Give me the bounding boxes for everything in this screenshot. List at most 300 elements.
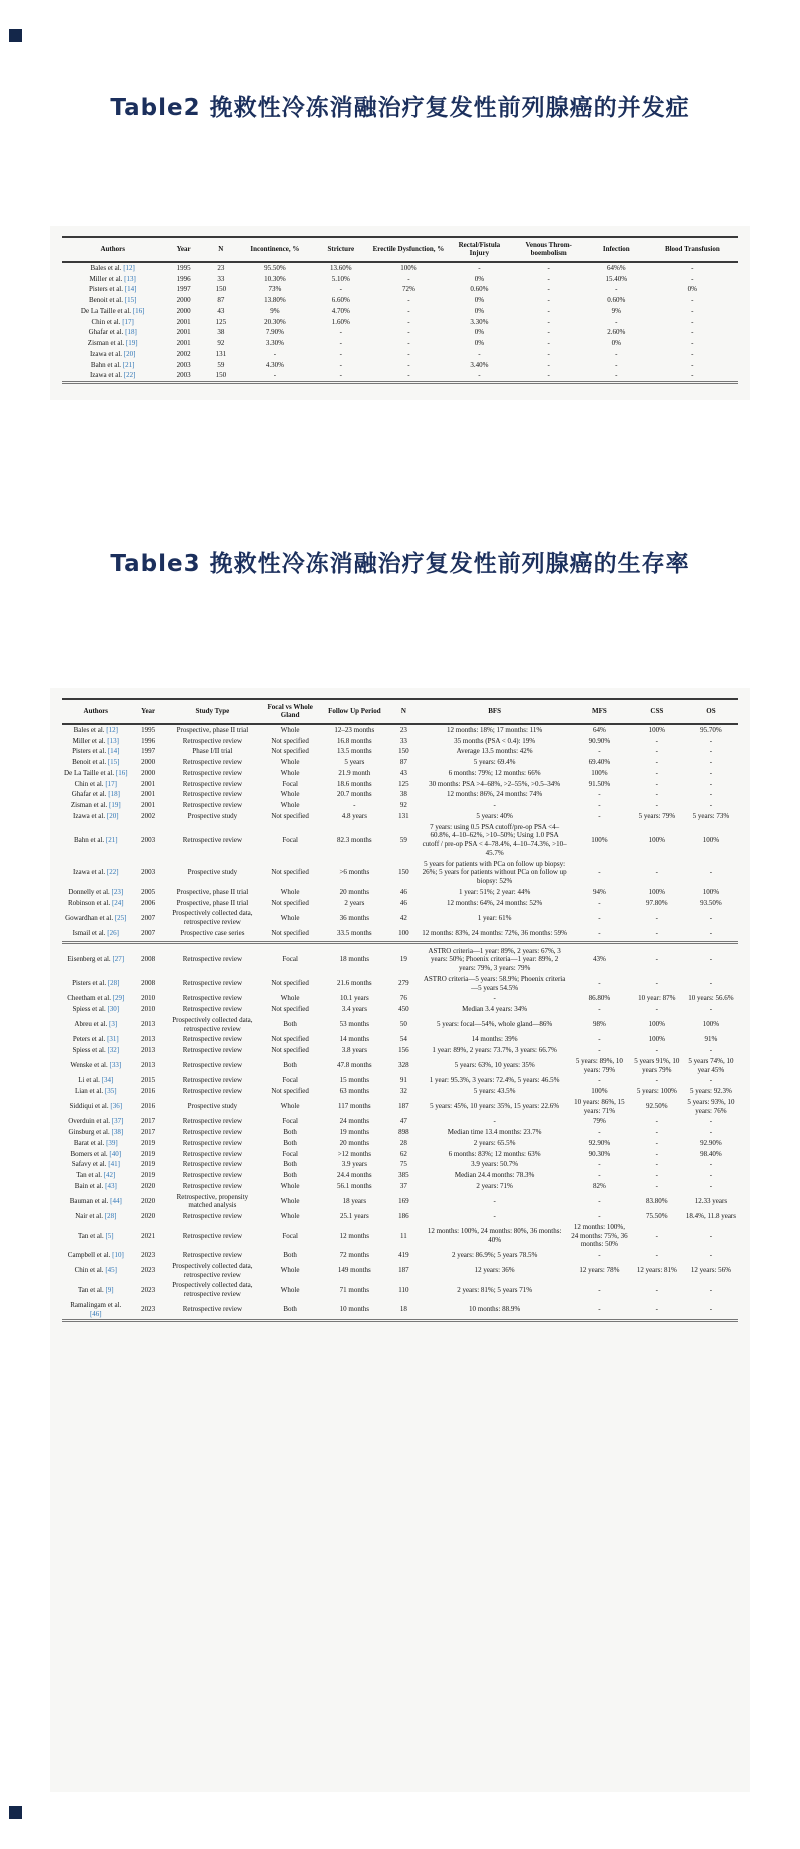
citation-link[interactable]: [18] <box>108 790 120 799</box>
citation-link[interactable]: [23] <box>111 887 124 896</box>
table-cell: 150 <box>398 747 409 756</box>
table-cell: 5 years 91%, 10 years 79% <box>634 1056 680 1074</box>
citation-link[interactable]: [18] <box>125 328 137 337</box>
table-cell: - <box>615 349 618 358</box>
citation-link[interactable]: [28] <box>104 1212 117 1221</box>
citation-link[interactable]: [12] <box>106 725 118 734</box>
citation-link[interactable]: [39] <box>106 1138 118 1147</box>
table-cell: - <box>655 1160 658 1169</box>
table-row <box>62 974 738 994</box>
table-cell: 2003 <box>141 835 156 844</box>
table-cell: 4.30% <box>265 360 284 369</box>
citation-link[interactable]: [20] <box>123 349 136 358</box>
table-cell: 3.40% <box>470 360 489 369</box>
citation-link[interactable]: [3] <box>109 1020 118 1029</box>
citation-link[interactable]: [21] <box>122 360 135 369</box>
table-cell: - <box>598 1196 601 1205</box>
citation-link[interactable]: [26] <box>107 928 119 937</box>
table-cell: 79% <box>592 1117 606 1126</box>
column-header: BFS <box>420 699 569 724</box>
citation-link[interactable]: [42] <box>103 1171 116 1180</box>
table-cell: 10.1 years <box>339 994 369 1003</box>
table-cell: 87 <box>217 296 225 305</box>
table-cell: 131 <box>215 349 227 358</box>
author-cell: Bain et al. [43] <box>74 1181 117 1190</box>
table-cell: 125 <box>398 779 409 788</box>
table-cell: 2020 <box>141 1212 156 1221</box>
table-cell: 53 months <box>339 1020 370 1029</box>
table-cell: 20 months <box>339 1138 370 1147</box>
table-cell: - <box>493 1117 496 1126</box>
table-cell: - <box>339 339 342 348</box>
table-cell: 20.30% <box>264 317 286 326</box>
table-cell: 3.30% <box>265 339 284 348</box>
table-cell: Retrospective review <box>182 1076 243 1085</box>
table-cell: 2015 <box>141 1076 156 1085</box>
citation-link[interactable]: [45] <box>105 1266 117 1275</box>
table-cell: 10 months <box>339 1305 370 1314</box>
table-row <box>62 1116 738 1127</box>
table-cell: 90.90% <box>588 736 611 745</box>
table-cell: Prospectively collected data, retrospective review <box>172 1281 253 1299</box>
citation-link[interactable]: [27] <box>112 955 125 964</box>
table-row <box>62 1086 738 1097</box>
author-cell: Barat et al. [39] <box>73 1138 118 1147</box>
author-cell: Bahn et al. [21] <box>74 835 118 844</box>
table-cell: Retrospective review <box>182 1181 243 1190</box>
table-cell: 9% <box>611 306 621 315</box>
table-cell: - <box>709 758 713 767</box>
table-cell: - <box>709 1117 713 1126</box>
citation-link[interactable]: [9] <box>105 1285 114 1294</box>
table-cell: - <box>709 1181 713 1190</box>
table-cell: 1 year: 95.3%, 3 years: 72.4%, 5 years: 46.5% <box>429 1076 560 1085</box>
table-row <box>62 1075 738 1086</box>
table-cell: - <box>598 1251 601 1260</box>
table-cell: 1997 <box>176 285 191 294</box>
table-cell: 3.30% <box>470 317 489 326</box>
author-cell: Miller et al. [13] <box>89 274 136 283</box>
table-cell: 92.50% <box>646 1102 668 1111</box>
table-cell: 2019 <box>141 1149 156 1158</box>
table-row <box>62 779 738 790</box>
table-cell: 100 <box>386 928 420 942</box>
author-cell: Tan et al. [5] <box>77 1231 114 1240</box>
table-cell: 2013 <box>141 1035 156 1044</box>
citation-link[interactable]: [22] <box>106 868 119 877</box>
table-cell: Whole <box>280 1266 300 1275</box>
table-cell: 2016 <box>141 1102 156 1111</box>
table-cell: 12 months: 18%; 17 months: 11% <box>447 725 543 734</box>
citation-link[interactable]: [28] <box>107 979 120 988</box>
column-header: Year <box>163 237 204 262</box>
table-cell: Not specified <box>271 811 309 820</box>
table-cell: 2006 <box>141 898 156 907</box>
table-cell: 5 years: 45%, 10 years: 35%, 15 years: 22.6% <box>430 1102 560 1111</box>
author-cell: Bomers et al. [40] <box>70 1149 122 1158</box>
citation-link[interactable]: [24] <box>111 898 124 907</box>
table-cell: Retrospective review <box>182 1149 243 1158</box>
table-cell: 2003 <box>176 371 191 380</box>
citation-link[interactable]: [21] <box>105 835 118 844</box>
citation-link[interactable]: [12] <box>123 263 135 272</box>
table-cell: 14 months <box>339 1035 370 1044</box>
table-cell: Average 13.5 months: 42% <box>456 747 533 756</box>
citation-link[interactable]: [17] <box>105 779 117 788</box>
citation-link[interactable]: [41] <box>108 1160 120 1169</box>
author-cell: Chin et al. [17] <box>74 779 117 788</box>
table-cell: - <box>407 339 410 348</box>
table-cell: - <box>598 898 601 907</box>
table-cell: 5 years: 79% <box>638 811 676 820</box>
table-row <box>62 928 738 942</box>
table-row <box>62 274 738 285</box>
table-cell: - <box>598 1160 601 1169</box>
table-cell: 5 years: 73% <box>692 811 730 820</box>
citation-link[interactable]: [10] <box>112 1251 124 1260</box>
citation-link[interactable]: [43] <box>105 1181 117 1190</box>
author-cell: Bauman et al. [44] <box>69 1196 122 1205</box>
table-cell: Whole <box>280 758 300 767</box>
author-cell: Miller et al. [13] <box>72 736 119 745</box>
table-cell: 2010 <box>141 1005 156 1014</box>
table-cell: - <box>598 1076 601 1085</box>
table-cell: 32 <box>399 1087 407 1096</box>
table-cell: 28 <box>399 1138 407 1147</box>
table-cell: - <box>339 349 342 358</box>
table-cell: - <box>339 285 342 294</box>
table-row <box>62 942 738 974</box>
table-row <box>62 746 738 757</box>
citation-link[interactable]: [25] <box>114 913 127 922</box>
table-cell: - <box>655 747 658 756</box>
table-cell: 94% <box>592 887 606 896</box>
table-cell: 2.60% <box>607 328 626 337</box>
table-cell: - <box>655 1117 658 1126</box>
table-cell: - <box>709 1128 713 1137</box>
table-cell: - <box>407 296 410 305</box>
author-cell: Nair et al. [28] <box>75 1212 117 1221</box>
citation-link[interactable]: [14] <box>124 285 137 294</box>
table-cell: - <box>478 263 481 272</box>
table-cell: Both <box>283 1138 297 1147</box>
table-row <box>62 1250 738 1261</box>
table-cell: 73% <box>268 285 282 294</box>
table-cell: 97.80% <box>646 898 668 907</box>
author-cell: Chin et al. [17] <box>91 317 134 326</box>
table-cell: 898 <box>398 1128 409 1137</box>
citation-link[interactable]: [17] <box>122 317 134 326</box>
table-cell: 100% <box>702 835 720 844</box>
table-cell: Retrospective review <box>182 835 243 844</box>
table-cell: 2 years: 86.9%; 5 years 78.5% <box>451 1251 538 1260</box>
table-cell: 100% <box>591 835 608 844</box>
table2-panel <box>50 226 750 400</box>
citation-link[interactable]: [16] <box>115 768 128 777</box>
citation-link[interactable]: [14] <box>107 747 120 756</box>
table-cell: 15.40% <box>605 274 628 283</box>
table-cell: - <box>709 913 713 922</box>
table-cell: 59 <box>217 360 225 369</box>
citation-link[interactable]: [34] <box>101 1076 114 1085</box>
table-cell: - <box>655 1138 658 1147</box>
table-cell: - <box>598 868 601 877</box>
citation-link[interactable]: [13] <box>107 736 119 745</box>
table-cell: 12 years: 56% <box>690 1266 731 1275</box>
table-cell: 16.8 months <box>337 736 372 745</box>
table-cell: 2003 <box>176 360 191 369</box>
table-cell: - <box>615 371 618 380</box>
table-cell: 2021 <box>141 1231 156 1240</box>
table-cell: 2013 <box>141 1020 156 1029</box>
table-cell: Both <box>283 1160 297 1169</box>
citation-link[interactable]: [19] <box>109 801 121 810</box>
table-cell: 100% <box>591 1087 608 1096</box>
column-header: Focal vs Whole Gland <box>258 699 322 724</box>
citation-link[interactable]: [44] <box>110 1196 122 1205</box>
survival-table <box>62 698 738 1322</box>
table-cell: 110 <box>398 1285 409 1294</box>
table-cell: 1995 <box>176 263 191 272</box>
citation-link[interactable]: [13] <box>124 274 136 283</box>
citation-link[interactable]: [40] <box>109 1149 122 1158</box>
author-cell: Donnelly et al. [23] <box>68 887 124 896</box>
table-cell: 100% <box>648 887 665 896</box>
table-cell: 62 <box>399 1149 407 1158</box>
citation-link[interactable]: [16] <box>132 306 145 315</box>
table-cell: 1.60% <box>331 317 350 326</box>
table-header-row <box>62 237 738 262</box>
table-cell: 5 years: 92.3% <box>690 1087 732 1096</box>
table-cell: 100% <box>702 887 720 896</box>
table-cell: 5 years <box>344 758 365 767</box>
table-cell: - <box>407 349 410 358</box>
table-cell: 91.50% <box>588 779 611 788</box>
table-cell: 100% <box>400 263 417 272</box>
table-cell: 12 months: 100%, 24 months: 75%, 36 months: 50% <box>571 1222 628 1249</box>
table-cell: 12 years: 81% <box>636 1266 677 1275</box>
table-cell: Both <box>283 1128 297 1137</box>
table-cell: Whole <box>280 801 300 810</box>
table-row <box>62 1127 738 1138</box>
table-row <box>62 370 738 382</box>
table-cell: 5 years: 63%, 10 years: 35% <box>454 1061 535 1070</box>
table-cell: - <box>691 263 694 272</box>
table-cell: Not specified <box>271 1005 309 1014</box>
table-cell: 72 months <box>339 1251 370 1260</box>
table-cell: Retrospective review <box>182 768 243 777</box>
table-cell: Retrospective review <box>182 1138 243 1147</box>
table-cell: 5 years: 93%, 10 years: 76% <box>687 1097 735 1115</box>
column-header: CSS <box>630 699 684 724</box>
table-cell: 12 years: 36% <box>474 1266 515 1275</box>
author-cell: Spiess et al. [32] <box>72 1046 120 1055</box>
author-cell: Ramalingam et al. [46] <box>70 1300 122 1318</box>
table-cell: Retrospective review <box>182 779 243 788</box>
table-cell: 5.10% <box>331 274 350 283</box>
table-cell: 279 <box>398 979 409 988</box>
table-cell: - <box>598 1005 601 1014</box>
citation-link[interactable]: [31] <box>107 1035 119 1044</box>
table-cell: 0.60% <box>470 285 489 294</box>
table-cell: - <box>547 339 550 348</box>
table-cell: 0% <box>611 339 621 348</box>
table-cell: - <box>598 1046 601 1055</box>
table-cell: - <box>655 1076 658 1085</box>
table-cell: Not specified <box>271 898 309 907</box>
table-cell: Not specified <box>258 928 322 942</box>
table-cell: 64% <box>592 725 606 734</box>
table-cell: Prospective, phase II trial <box>176 725 249 734</box>
citation-link[interactable]: [35] <box>104 1087 117 1096</box>
table-cell: 2001 <box>141 801 156 810</box>
table-cell: 25.1 years <box>339 1212 369 1221</box>
table-cell: 46 <box>399 887 407 896</box>
citation-link[interactable]: [46] <box>89 1309 102 1318</box>
table-cell: Retrospective review <box>182 790 243 799</box>
author-cell: Pisters et al. [28] <box>72 979 120 988</box>
table-cell: - <box>655 1181 658 1190</box>
author-cell: Abreu et al. [3] <box>74 1020 118 1029</box>
table-cell: 2020 <box>141 1181 156 1190</box>
table-cell: Not specified <box>271 747 309 756</box>
column-header: Authors <box>62 699 130 724</box>
table-section <box>62 724 738 942</box>
table-cell: Both <box>283 1305 297 1314</box>
table-cell: 1996 <box>176 274 191 283</box>
table-cell: 7.90% <box>265 328 284 337</box>
citation-link[interactable]: [15] <box>124 296 137 305</box>
citation-link[interactable]: [19] <box>125 339 138 348</box>
table-cell: - <box>407 371 410 380</box>
table-cell: Whole <box>280 725 300 734</box>
author-cell: Ghafar et al. [18] <box>71 790 120 799</box>
table-cell: - <box>709 1005 713 1014</box>
author-cell: Ginsburg et al. [38] <box>68 1128 124 1137</box>
table-row <box>62 768 738 779</box>
table-cell: 2023 <box>141 1285 156 1294</box>
table-cell: Retrospective review <box>182 1171 243 1180</box>
author-cell: Lian et al. [35] <box>74 1087 117 1096</box>
table-cell: 59 <box>399 835 407 844</box>
table-cell: 11 <box>399 1231 407 1240</box>
table-row <box>62 1159 738 1170</box>
table-cell: Median time 13.4 months: 23.7% <box>447 1128 542 1137</box>
citation-link[interactable]: [29] <box>112 994 125 1003</box>
citation-link[interactable]: [36] <box>110 1102 123 1111</box>
column-header: N <box>386 699 420 724</box>
table-cell: 38 <box>217 328 225 337</box>
table-cell: - <box>407 360 410 369</box>
table-cell: 20.7 months <box>337 790 372 799</box>
table-cell: - <box>691 306 694 315</box>
citation-link[interactable]: [30] <box>107 1005 120 1014</box>
table-cell: 92.90% <box>700 1138 722 1147</box>
table-cell: 98.40% <box>700 1149 722 1158</box>
table-cell: - <box>547 328 550 337</box>
table-cell: 2005 <box>141 887 156 896</box>
author-cell: Safavy et al. [41] <box>71 1160 120 1169</box>
table-cell: - <box>691 339 694 348</box>
table-cell: Retrospective review <box>182 1117 243 1126</box>
author-cell: Cheetham et al. [29] <box>67 994 125 1003</box>
table-cell: - <box>691 296 694 305</box>
table-cell: - <box>709 955 713 964</box>
table-cell: 69.40% <box>588 758 611 767</box>
table-header-row <box>62 699 738 724</box>
table-cell: 2017 <box>141 1128 156 1137</box>
table-row <box>62 1034 738 1045</box>
column-header: Incontinence, % <box>238 237 312 262</box>
table-cell: 42 <box>399 913 407 922</box>
table-cell: - <box>655 1005 658 1014</box>
table-cell: 3.8 years <box>341 1046 367 1055</box>
table-cell: 328 <box>398 1061 409 1070</box>
table-cell: - <box>655 801 658 810</box>
table-cell: 2000 <box>141 768 156 777</box>
table-cell: 187 <box>398 1102 409 1111</box>
table-cell: - <box>709 779 713 788</box>
column-header: Blood Transfusion <box>647 237 738 262</box>
table-cell: 38 <box>399 790 407 799</box>
table-cell: - <box>547 349 550 358</box>
table-cell: 21.9 month <box>338 768 371 777</box>
author-cell: Siddiqui et al. [36] <box>69 1102 123 1111</box>
table-cell: 5 years: 43.5% <box>473 1087 516 1096</box>
citation-link[interactable]: [32] <box>107 1046 120 1055</box>
table-row <box>62 1004 738 1015</box>
author-cell: Pisters et al. [14] <box>72 747 120 756</box>
table-cell: Retrospective review <box>182 758 243 767</box>
table-cell: 2007 <box>141 913 156 922</box>
citation-link[interactable]: [20] <box>106 811 119 820</box>
author-cell: Ismail et al. [26] <box>62 928 130 942</box>
table-row <box>62 349 738 360</box>
table-row <box>62 327 738 338</box>
citation-link[interactable]: [22] <box>123 371 136 380</box>
table-cell: Whole <box>280 913 300 922</box>
table-cell: 2007 <box>130 928 167 942</box>
table-cell: 186 <box>398 1212 409 1221</box>
table-cell: 50 <box>399 1020 407 1029</box>
table-cell: Whole <box>280 1285 300 1294</box>
citation-link[interactable]: [15] <box>107 758 120 767</box>
table-cell: 3.9 years <box>341 1160 367 1169</box>
author-cell: De La Taille et al. [16] <box>80 306 145 315</box>
table-cell: - <box>709 790 713 799</box>
table-row <box>62 284 738 295</box>
citation-link[interactable]: [38] <box>111 1128 124 1137</box>
table-cell: - <box>709 1305 713 1314</box>
table-row <box>62 1056 738 1076</box>
table-cell: - <box>615 317 618 326</box>
column-header: Study Type <box>167 699 258 724</box>
author-cell: Bales et al. [12] <box>90 263 135 272</box>
table-cell: Prospective, phase II trial <box>176 887 249 896</box>
table-cell: 2019 <box>141 1171 156 1180</box>
table-cell: 4.8 years <box>341 811 367 820</box>
table-cell: - <box>493 1212 496 1221</box>
citation-link[interactable]: [33] <box>109 1061 122 1070</box>
citation-link[interactable]: [5] <box>105 1231 114 1240</box>
table-cell: 24 months <box>339 1117 370 1126</box>
table-cell: 43 <box>399 768 407 777</box>
table-cell: 2019 <box>141 1160 156 1169</box>
table-cell: 35 months (PSA < 0.4): 19% <box>454 736 536 745</box>
citation-link[interactable]: [37] <box>111 1117 124 1126</box>
table-cell: 14 months: 39% <box>471 1035 518 1044</box>
table-cell: - <box>709 1285 713 1294</box>
